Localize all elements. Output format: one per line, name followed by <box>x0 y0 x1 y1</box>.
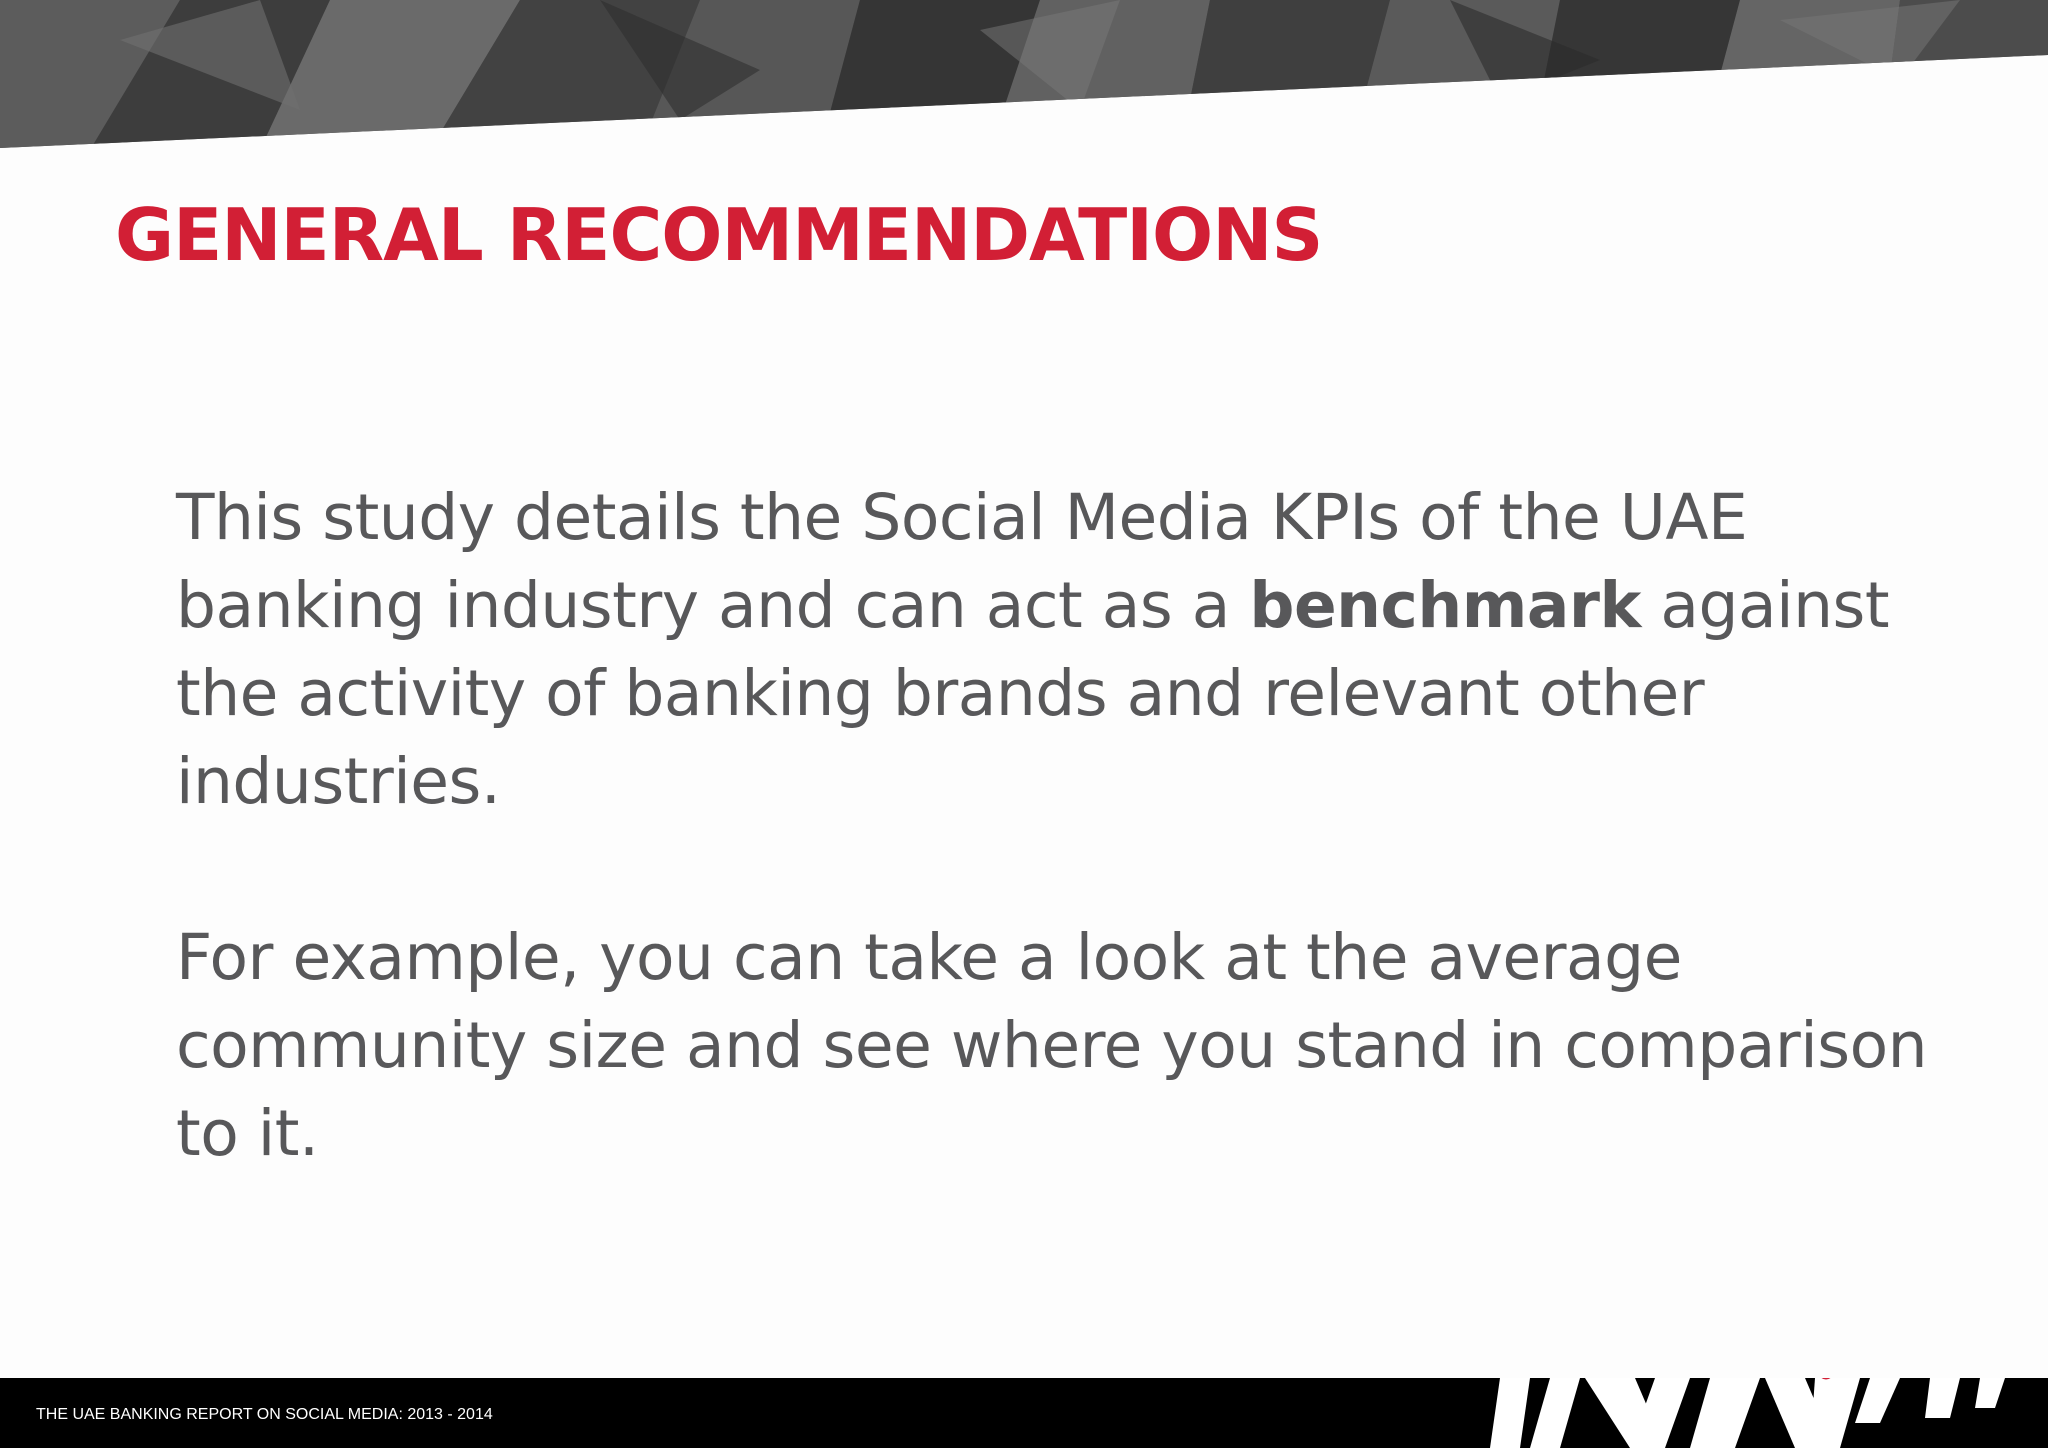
footer-bar <box>0 1378 2048 1448</box>
bold-keyword: benchmark <box>1249 569 1641 642</box>
body-text <box>176 474 2006 1178</box>
header-polygon-banner <box>0 0 2048 150</box>
page-title: GENERAL RECOMMENDATIONS <box>115 193 1323 277</box>
paragraph-benchmark <box>176 474 2006 826</box>
paragraph-text-after-bold: against the activity of banking brands and relevant other industries. <box>176 569 1890 818</box>
paragraph-example: For example, you can take a look at the average community size and see where you stand in comparison to it. <box>176 921 1928 1170</box>
brand-logo-icon <box>1460 1378 2048 1448</box>
footer-report-title: THE UAE BANKING REPORT ON SOCIAL MEDIA: 2013 - 2014 <box>36 1406 493 1423</box>
paragraph-text-before-bold: This study details the Social Media KPIs of the UAE banking industry and can act as a <box>176 481 1748 642</box>
